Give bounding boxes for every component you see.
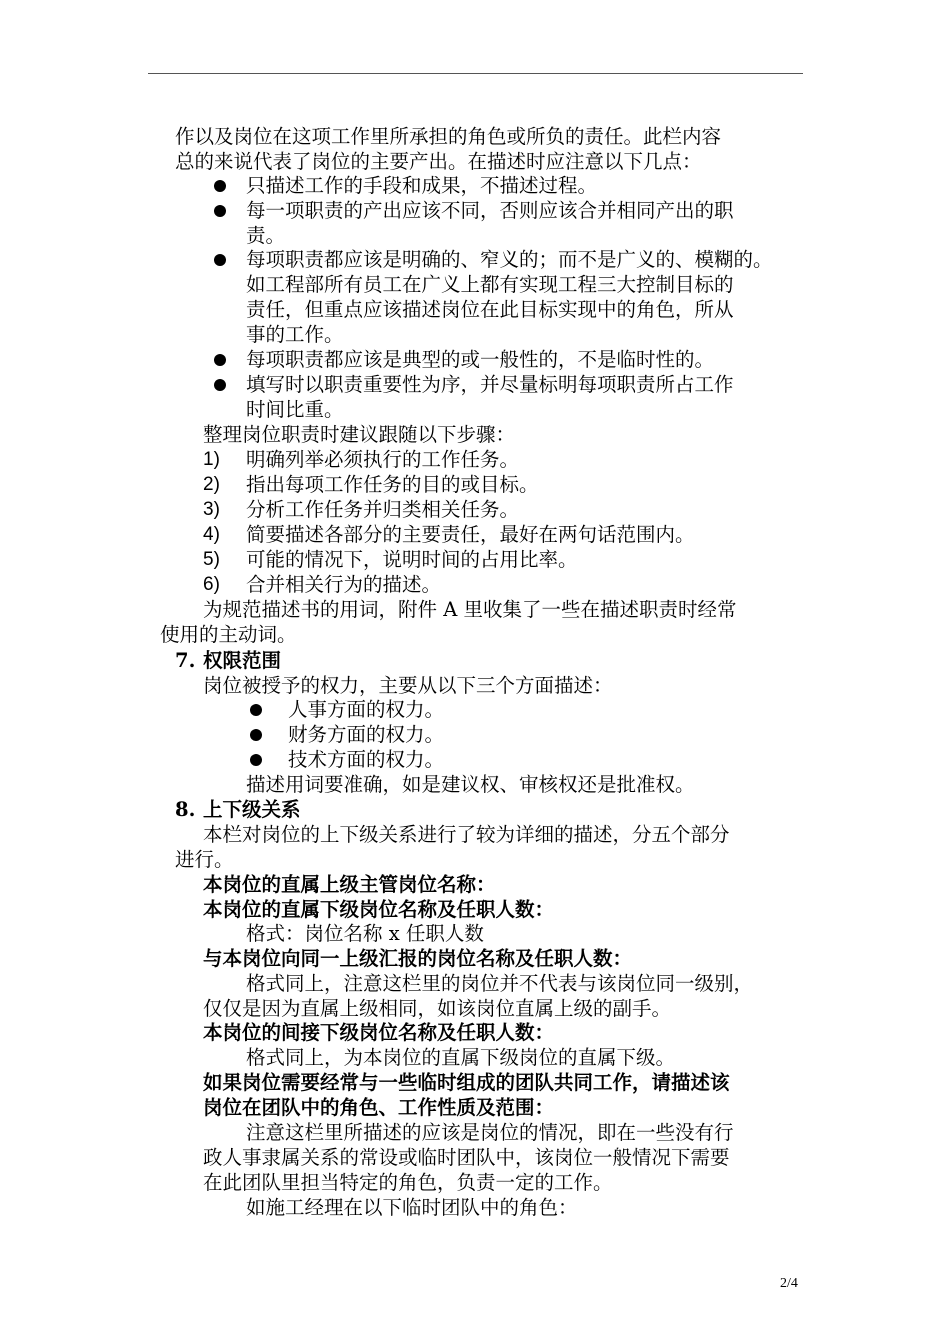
bullet-icon — [214, 205, 226, 217]
step-text: 指出每项工作任务的目的或目标。 — [246, 473, 539, 496]
list-item: 每一项职责的产出应该不同，否则应该合并相同产出的职 — [246, 199, 734, 222]
list-item: 财务方面的权力。 — [288, 723, 445, 746]
text-line: 进行。 — [175, 848, 234, 871]
text-line: 如施工经理在以下临时团队中的角色： — [246, 1196, 578, 1219]
list-item: 人事方面的权力。 — [288, 698, 445, 721]
text-line: 为规范描述书的用词，附件 A 里收集了一些在描述职责时经常 — [203, 598, 737, 621]
steps-intro: 整理岗位职责时建议跟随以下步骤： — [203, 423, 516, 446]
step-number: 4) — [203, 524, 220, 545]
list-item-cont: 时间比重。 — [246, 398, 344, 421]
step-number: 6) — [203, 574, 220, 595]
text-line: 格式同上，注意这栏里的岗位并不代表与该岗位同一级别， — [246, 972, 754, 995]
section-title: 权限范围 — [203, 649, 282, 672]
subheading: 本岗位的直属上级主管岗位名称： — [203, 873, 496, 896]
text-line: 使用的主动词。 — [160, 623, 297, 646]
bullet-icon — [214, 379, 226, 391]
text-line: 在此团队里担当特定的角色，负责一定的工作。 — [203, 1171, 613, 1194]
text-line: 总的来说代表了岗位的主要产出。在描述时应注意以下几点： — [175, 150, 702, 173]
text-line: 本栏对岗位的上下级关系进行了较为详细的描述，分五个部分 — [203, 823, 730, 846]
list-item: 只描述工作的手段和成果，不描述过程。 — [246, 174, 598, 197]
subheading: 岗位在团队中的角色、工作性质及范围： — [203, 1096, 555, 1119]
text-line: 描述用词要准确，如是建议权、审核权还是批准权。 — [246, 773, 695, 796]
text-line: 作以及岗位在这项工作里所承担的角色或所负的责任。此栏内容 — [175, 125, 722, 148]
subheading: 本岗位的间接下级岗位名称及任职人数： — [203, 1021, 555, 1044]
text-line: 岗位被授予的权力，主要从以下三个方面描述： — [203, 674, 613, 697]
step-text: 合并相关行为的描述。 — [246, 573, 442, 596]
bullet-icon — [250, 704, 262, 716]
bullet-icon — [250, 754, 262, 766]
list-item-cont: 责任，但重点应该描述岗位在此目标实现中的角色，所从 — [246, 298, 734, 321]
subheading: 如果岗位需要经常与一些临时组成的团队共同工作，请描述该 — [203, 1071, 730, 1094]
list-item-cont: 责。 — [246, 224, 286, 247]
step-number: 2) — [203, 474, 220, 495]
text-line: 政人事隶属关系的常设或临时团队中，该岗位一般情况下需要 — [203, 1146, 730, 1169]
text-line: 格式同上，为本岗位的直属下级岗位的直属下级。 — [246, 1046, 676, 1069]
step-text: 分析工作任务并归类相关任务。 — [246, 498, 520, 521]
step-text: 明确列举必须执行的工作任务。 — [246, 448, 520, 471]
list-item-cont: 如工程部所有员工在广义上都有实现工程三大控制目标的 — [246, 273, 734, 296]
bullet-icon — [250, 729, 262, 741]
list-item: 每项职责都应该是典型的或一般性的，不是临时性的。 — [246, 348, 715, 371]
text-line: 仅仅是因为直属上级相同，如该岗位直属上级的副手。 — [203, 997, 672, 1020]
bullet-icon — [214, 354, 226, 366]
subheading: 与本岗位向同一上级汇报的岗位名称及任职人数： — [203, 947, 633, 970]
page-number: 2/4 — [780, 1276, 798, 1291]
section-number: 7. — [175, 649, 196, 672]
list-item: 技术方面的权力。 — [288, 748, 445, 771]
list-item: 每项职责都应该是明确的、窄义的；而不是广义的、模糊的。 — [246, 248, 773, 271]
step-text: 可能的情况下，说明时间的占用比率。 — [246, 548, 578, 571]
step-number: 3) — [203, 499, 220, 520]
section-title: 上下级关系 — [203, 798, 301, 821]
text-line: 注意这栏里所描述的应该是岗位的情况，即在一些没有行 — [246, 1121, 734, 1144]
bullet-icon — [214, 180, 226, 192]
text-line: 格式：岗位名称 x 任职人数 — [246, 922, 484, 945]
list-item-cont: 事的工作。 — [246, 323, 344, 346]
list-item: 填写时以职责重要性为序，并尽量标明每项职责所占工作 — [246, 373, 734, 396]
header-rule — [148, 73, 803, 74]
step-number: 5) — [203, 549, 220, 570]
step-number: 1) — [203, 449, 220, 470]
section-number: 8. — [175, 798, 196, 821]
step-text: 简要描述各部分的主要责任，最好在两句话范围内。 — [246, 523, 695, 546]
subheading: 本岗位的直属下级岗位名称及任职人数： — [203, 898, 555, 921]
bullet-icon — [214, 254, 226, 266]
